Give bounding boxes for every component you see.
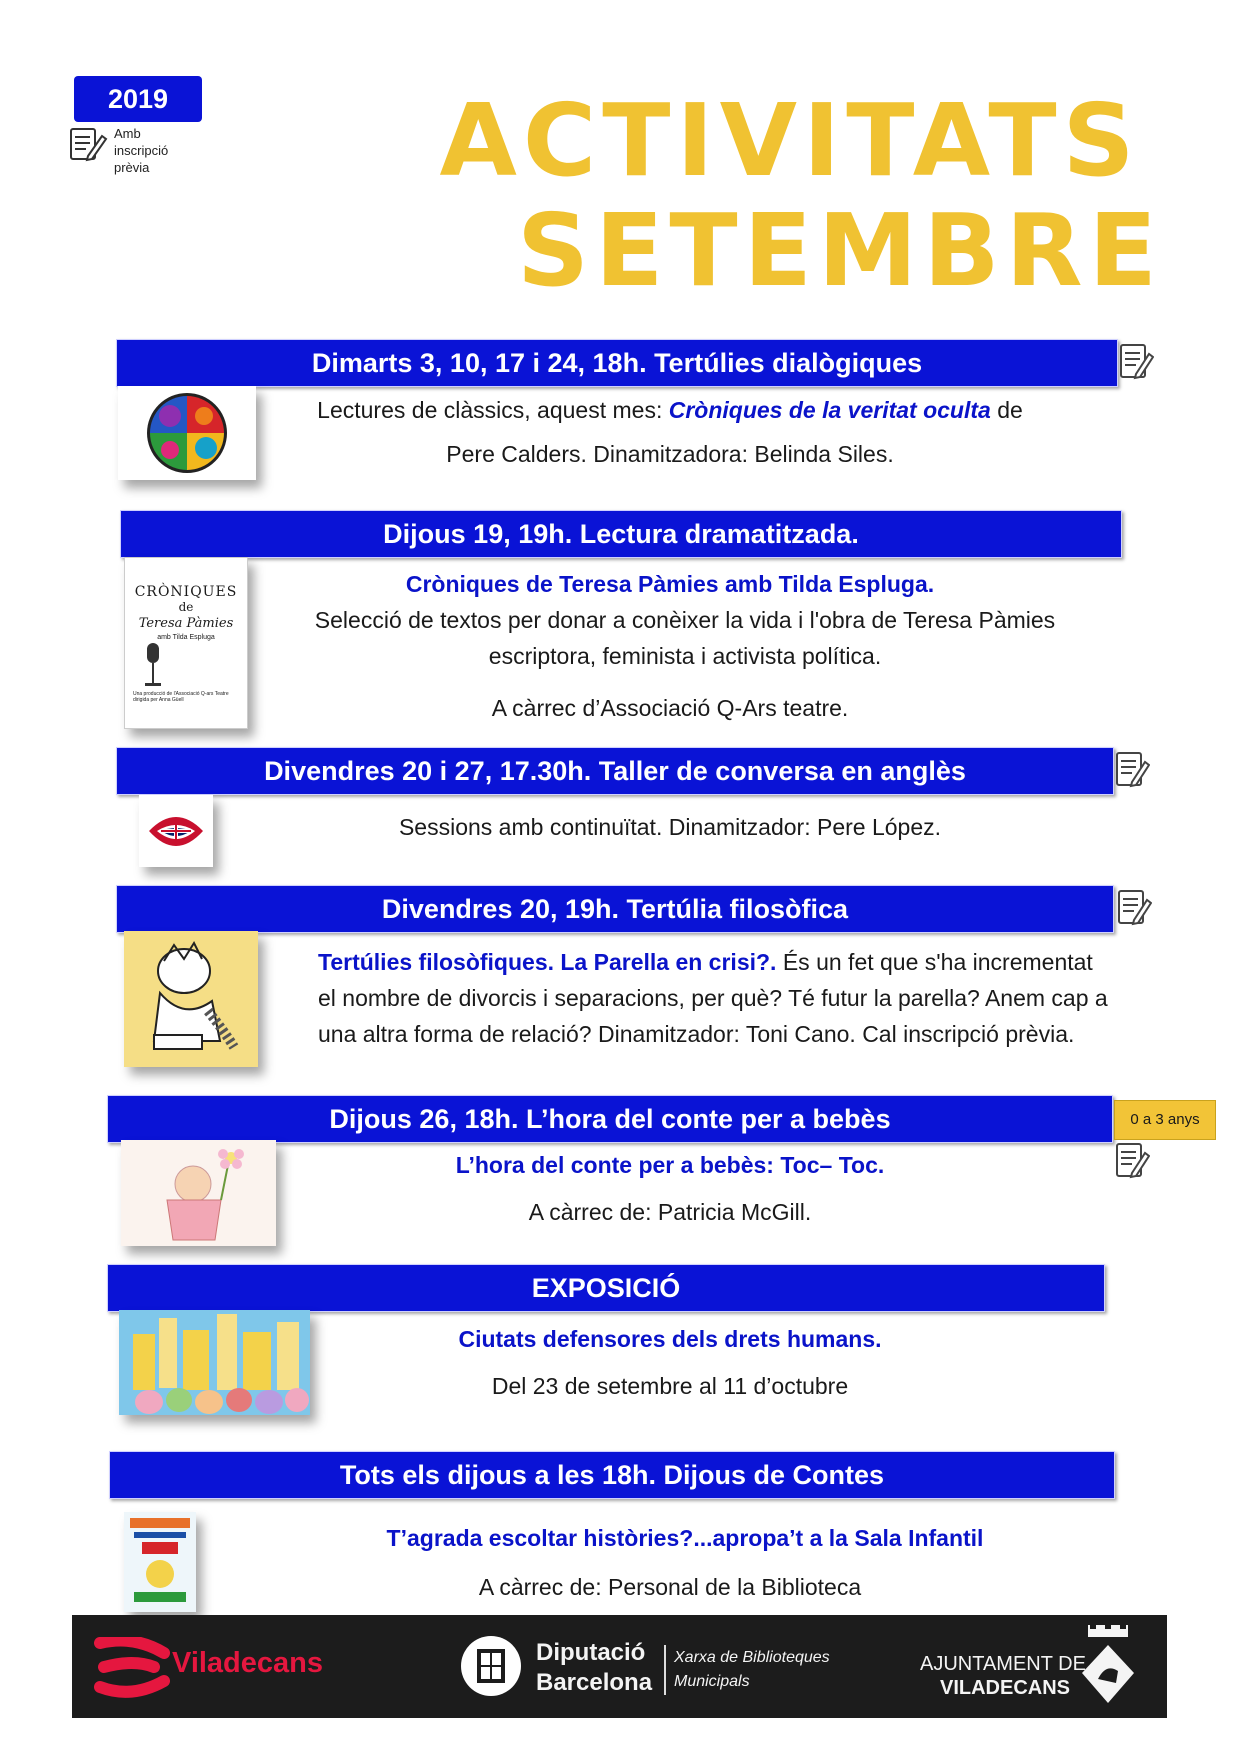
age-range-badge: 0 a 3 anys — [1114, 1100, 1216, 1140]
section-text — [318, 943, 1148, 982]
section-bar-tertulia-filosofica: Divendres 20, 19h. Tertúlia filosòfica — [116, 885, 1114, 933]
text: És un fet que s'ha incrementat — [776, 949, 1093, 975]
thinker-cartoon-icon — [124, 931, 258, 1067]
book-cover-de: de — [178, 600, 194, 614]
book-cover-credit: Una producció de l'Associació Q-ars Teatre — [133, 691, 229, 697]
notepad-pencil-icon — [1114, 1140, 1150, 1180]
section-text-line: escriptora, feminista i activista política. — [488, 643, 882, 669]
viladecans-wordmark: Viladecans — [172, 1647, 324, 1679]
dijous-de-contes-poster — [124, 1512, 196, 1612]
section-text-line: el nombre de divorcis i separacions, per què? Té futur la parella? Anem cap a — [318, 985, 1108, 1011]
baby-flowerpot-image — [121, 1140, 276, 1246]
viladecans-crest-icon — [1076, 1623, 1140, 1713]
section-text-line: Selecció de textos per donar a conèixer la vida i l'obra de Teresa Pàmies — [314, 607, 1056, 633]
book-cover-sub: amb Tilda Espluga — [157, 634, 215, 641]
section-text-line: A càrrec d’Associació Q-Ars teatre. — [491, 695, 849, 721]
viladecans-logo — [94, 1637, 170, 1704]
notepad-pencil-icon — [68, 124, 108, 164]
legend-line: Amb — [114, 126, 141, 141]
book-cover-title: CRÒNIQUES — [134, 584, 238, 600]
flower-pot-icon — [121, 1140, 276, 1246]
section-text-line: A càrrec de: Personal de la Biblioteca — [478, 1574, 862, 1600]
legend-line: prèvia — [114, 160, 150, 175]
year-badge: 2019 — [74, 76, 202, 122]
section-text — [270, 391, 1070, 430]
section-bar-dijous-de-contes: Tots els dijous a les 18h. Dijous de Contes — [109, 1451, 1115, 1499]
diputacio-line-2: Barcelona — [536, 1669, 653, 1696]
book-cover-image — [124, 557, 248, 729]
section-bar-hora-del-conte: Dijous 26, 18h. L’hora del conte per a bebès — [107, 1095, 1113, 1143]
xarxa-line-2: Municipals — [674, 1673, 750, 1690]
jigsaw-globe-image — [118, 386, 256, 480]
section-text-line: A càrrec de: Patricia McGill. — [528, 1199, 812, 1225]
philosophy-cartoon-image — [124, 931, 258, 1067]
page-title-line-2: SETEMBRE — [517, 192, 1163, 309]
notepad-pencil-icon — [1118, 341, 1154, 381]
footer-divider — [664, 1645, 666, 1695]
registration-legend — [114, 125, 194, 176]
text: Lectures de clàssics, aquest mes: — [317, 397, 669, 423]
diputacio-crest — [460, 1635, 522, 1702]
microphone-icon — [125, 641, 247, 691]
text: de — [990, 397, 1023, 423]
section-bar-lectura-dramatitzada: Dijous 19, 19h. Lectura dramatitzada. — [120, 510, 1122, 558]
legend-line: inscripció — [114, 143, 169, 158]
notepad-pencil-icon — [1114, 749, 1150, 789]
section-bar-tertulies-dialogiques: Dimarts 3, 10, 17 i 24, 18h. Tertúlies dialògiques — [116, 339, 1118, 387]
section-headline: L’hora del conte per a bebès: Toc– Toc. — [455, 1152, 885, 1178]
section-bar-exposicio: EXPOSICIÓ — [107, 1264, 1105, 1312]
section-text-line: Pere Calders. Dinamitzadora: Belinda Siles. — [446, 441, 894, 467]
book-cover-credit: dirigida per Anna Güell — [133, 697, 184, 703]
section-text-line: Del 23 de setembre al 11 d’octubre — [491, 1373, 849, 1399]
ajuntament-line-2: VILADECANS — [940, 1677, 1071, 1699]
xarxa-line-1: Xarxa de Biblioteques — [674, 1649, 830, 1666]
section-headline: Tertúlies filosòfiques. La Parella en crisi?. — [318, 949, 777, 975]
footer-logos — [72, 1615, 1167, 1718]
jigsaw-globe-icon — [118, 386, 256, 480]
union-jack-lips-image — [139, 795, 213, 867]
section-text-line: una altra forma de relació? Dinamitzador: Toni Cano. Cal inscripció prèvia. — [318, 1021, 1075, 1047]
ajuntament-line-1: AJUNTAMENT DE — [920, 1653, 1086, 1675]
notepad-pencil-icon — [1116, 887, 1152, 927]
storytelling-poster-icon — [124, 1512, 196, 1612]
union-jack-lips-icon — [139, 795, 213, 867]
book-cover-signature: Teresa Pàmies — [138, 616, 234, 631]
ajuntament-crest — [1076, 1623, 1140, 1718]
section-headline: Ciutats defensores dels drets humans. — [458, 1326, 882, 1352]
diputacio-line-1: Diputació — [536, 1639, 646, 1666]
section-text-line: Sessions amb continuïtat. Dinamitzador: Pere López. — [398, 814, 942, 840]
section-headline: T’agrada escoltar històries?...apropa’t a la Sala Infantil — [386, 1525, 984, 1551]
section-bar-conversa-angles: Divendres 20 i 27, 17.30h. Taller de conversa en anglès — [116, 747, 1114, 795]
section-headline: Cròniques de Teresa Pàmies amb Tilda Espluga. — [405, 571, 935, 597]
page-title-line-1: ACTIVITATS — [439, 82, 1141, 199]
viladecans-smile-icon — [94, 1637, 170, 1699]
book-title: Cròniques de la veritat oculta — [668, 397, 991, 423]
diputacio-crest-icon — [460, 1635, 522, 1697]
